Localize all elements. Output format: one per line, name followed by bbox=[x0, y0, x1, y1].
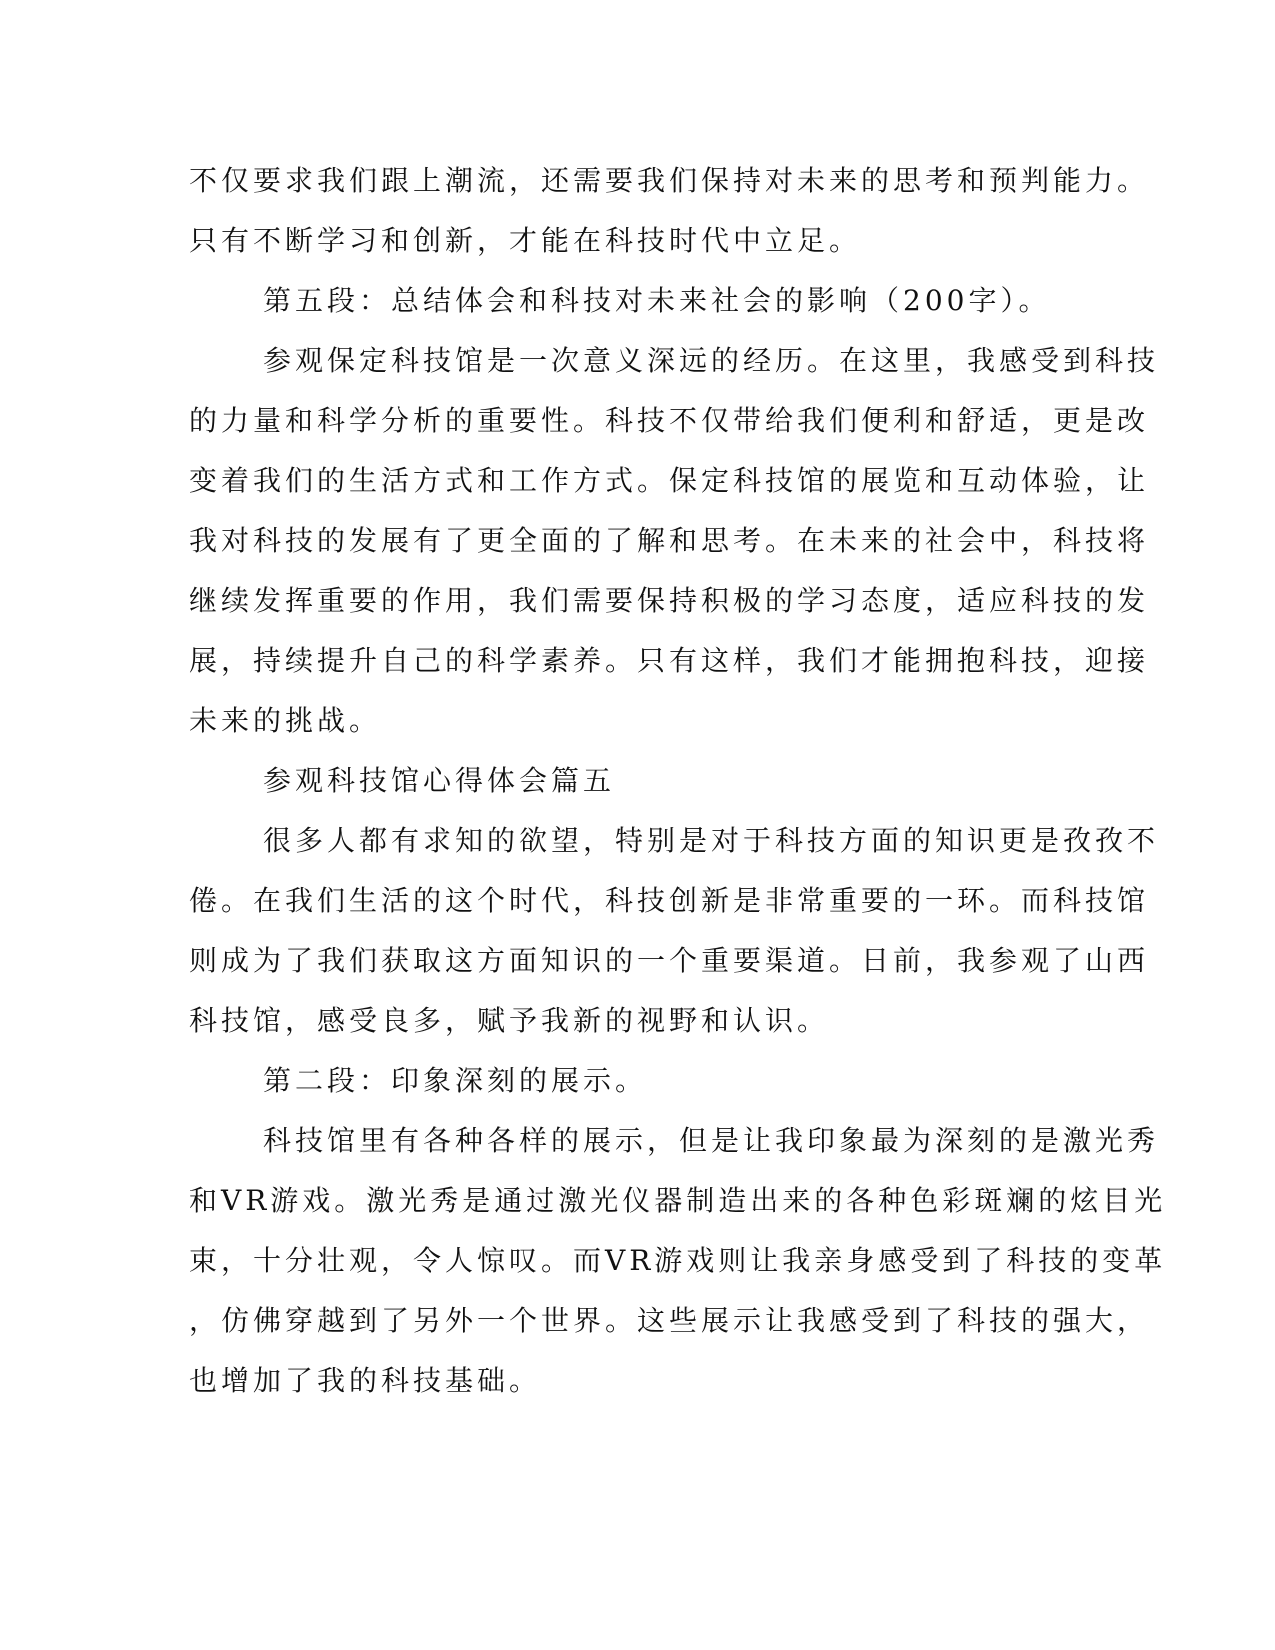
text-line: 展，持续提升自己的科学素养。只有这样，我们才能拥抱科技，迎接 bbox=[189, 644, 1150, 677]
text-line: 参观保定科技馆是一次意义深远的经历。在这里，我感受到科技 bbox=[263, 344, 1160, 377]
text-line: 也增加了我的科技基础。 bbox=[189, 1364, 542, 1397]
text-line: 和VR游戏。激光秀是通过激光仪器制造出来的各种色彩斑斓的炫目光 bbox=[189, 1184, 1167, 1217]
section-heading: 第二段：印象深刻的展示。 bbox=[263, 1064, 648, 1097]
text-line: 继续发挥重要的作用，我们需要保持积极的学习态度，适应科技的发 bbox=[189, 584, 1150, 617]
text-line: ，仿佛穿越到了另外一个世界。这些展示让我感受到了科技的强大， bbox=[189, 1304, 1150, 1337]
text-line: 科技馆里有各种各样的展示，但是让我印象最为深刻的是激光秀 bbox=[263, 1124, 1160, 1157]
text-line: 的力量和科学分析的重要性。科技不仅带给我们便利和舒适，更是改 bbox=[189, 404, 1150, 437]
text-line: 我对科技的发展有了更全面的了解和思考。在未来的社会中，科技将 bbox=[189, 524, 1150, 557]
text-line: 束，十分壮观，令人惊叹。而VR游戏则让我亲身感受到了科技的变革 bbox=[189, 1244, 1167, 1277]
article-title: 参观科技馆心得体会篇五 bbox=[263, 764, 616, 797]
text-line: 倦。在我们生活的这个时代，科技创新是非常重要的一环。而科技馆 bbox=[189, 884, 1150, 917]
text-line: 只有不断学习和创新，才能在科技时代中立足。 bbox=[189, 224, 862, 257]
text-line: 未来的挑战。 bbox=[189, 704, 382, 737]
text-line: 则成为了我们获取这方面知识的一个重要渠道。日前，我参观了山西 bbox=[189, 944, 1150, 977]
text-line: 科技馆，感受良多，赋予我新的视野和认识。 bbox=[189, 1004, 830, 1037]
text-line: 很多人都有求知的欲望，特别是对于科技方面的知识更是孜孜不 bbox=[263, 824, 1160, 857]
text-line: 变着我们的生活方式和工作方式。保定科技馆的展览和互动体验，让 bbox=[189, 464, 1150, 497]
section-heading: 第五段：总结体会和科技对未来社会的影响（200字）。 bbox=[263, 284, 1051, 317]
text-line: 不仅要求我们跟上潮流，还需要我们保持对未来的思考和预判能力。 bbox=[189, 164, 1150, 197]
